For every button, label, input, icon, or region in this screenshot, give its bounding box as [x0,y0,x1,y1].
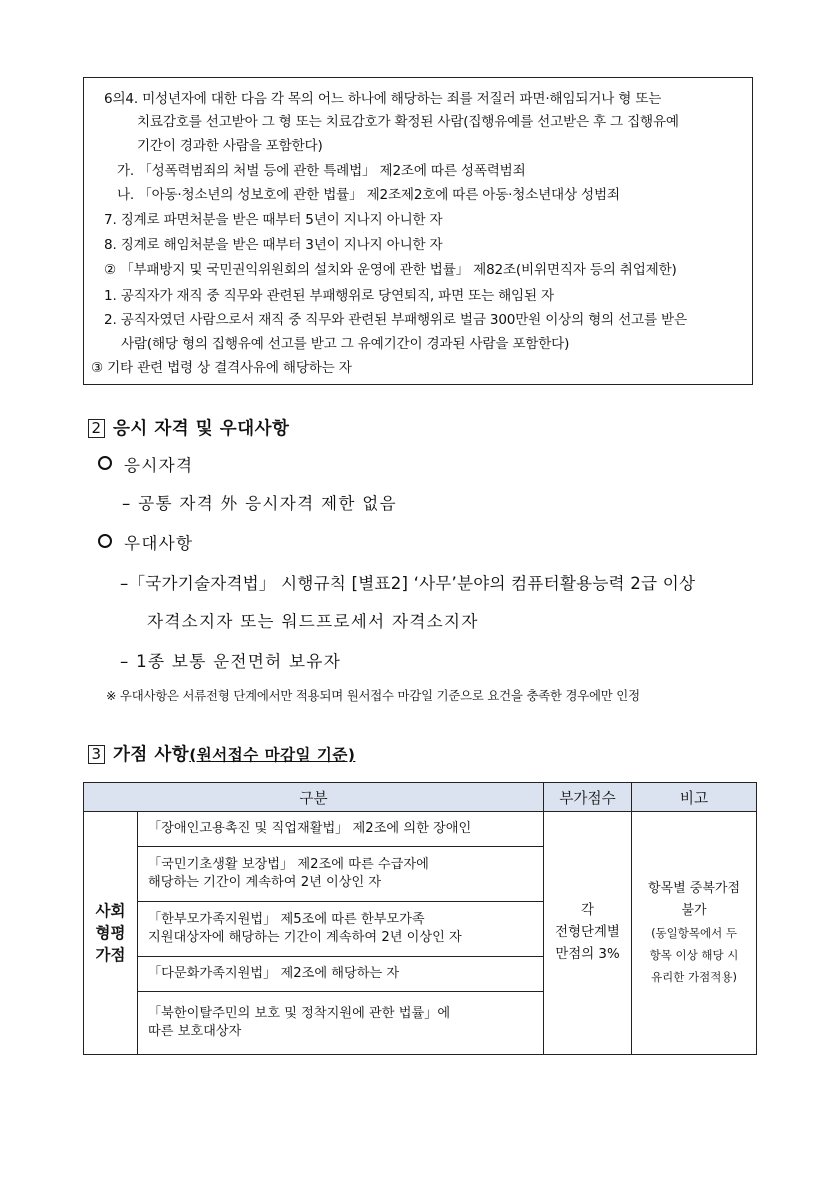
section-3-heading [88,741,355,766]
section-title-sub: (원서접수 마감일 기준) [189,746,356,764]
subheading-preference [98,530,193,554]
circle-bullet-icon [98,534,112,548]
table-cell: 「장애인고용촉진 및 직업재활법」 제2조에 의한 장애인 [138,812,544,847]
bonus-points-table [83,782,757,1055]
subheading-eligibility [98,452,193,476]
remarks-cell [632,812,757,1055]
header-remarks: 비고 [632,783,757,812]
section-title: 가점 사항 [113,745,190,765]
remark-detail: (동일항목에서 두 항목 이상 해당 시 유리한 가점적용) [649,926,739,984]
table-cell: 「북한이탈주민의 보호 및 정착지원에 관한 법률」에 따른 보호대상자 [138,992,544,1055]
remark-main: 항목별 중복가점 불가 [647,881,741,918]
box-line: 치료감호를 선고받아 그 형 또는 치료감호가 확정된 사람(집행유예를 선고받은 후 그 집행유예 [137,114,679,130]
box-line: 2. 공직자였던 사람으로서 재직 중 직무와 관련된 부패행위로 벌금 300만원 이상의 형의 선고를 받은 [104,312,687,328]
box-line: 1. 공직자가 재직 중 직무와 관련된 부패행위로 당연퇴직, 파면 또는 해임된 자 [104,288,554,304]
box-line: 나. 「아동·청소년의 성보호에 관한 법률」 제2조제2호에 따른 아동·청소년대상 성범죄 [117,187,620,203]
table-row [84,812,757,847]
preference-item: – 1종 보통 운전면허 보유자 [120,652,342,671]
box-line: 7. 징계로 파면처분을 받은 때부터 5년이 지나지 아니한 자 [104,212,443,228]
preference-item-continued: 자격소지자 또는 워드프로세서 자격소지자 [147,612,479,631]
preference-note: ※ 우대사항은 서류전형 단계에서만 적용되며 원서접수 마감일 기준으로 요건을 충족한 경우에만 인정 [106,688,640,703]
group-label: 사회 형평 가점 [84,812,138,1055]
box-line: 가. 「성폭력범죄의 처벌 등에 관한 특례법」 제2조에 따른 성폭력범죄 [117,163,526,179]
section-number: 3 [88,745,105,764]
circle-bullet-icon [98,456,112,470]
section-2-heading [88,415,289,440]
box-line: ③ 기타 관련 법령 상 결격사유에 해당하는 자 [91,360,352,376]
subheading-text: 응시자격 [124,456,194,475]
table-cell: 「국민기초생활 보장법」 제2조에 따른 수급자에 해당하는 기간이 계속하여 2년 이상인 자 [138,847,544,902]
box-line: ② 「부패방지 및 국민권익위원회의 설치와 운영에 관한 법률」 제82조(비위면직자 등의 취업제한) [104,262,677,278]
preference-item: –「국가기술자격법」 시행규칙 [별표2] ‘사무’분야의 컴퓨터활용능력 2급 이상 [120,574,696,593]
table-cell: 「한부모가족지원법」 제5조에 따른 한부모가족 지원대상자에 해당하는 기간이 계속하여 2년 이상인 자 [138,902,544,957]
points-cell: 각 전형단계별 만점의 3% [544,812,632,1055]
subheading-text: 우대사항 [124,534,194,553]
header-points: 부가점수 [544,783,632,812]
box-line: 사람(해당 형의 집행유예 선고를 받고 그 유예기간이 경과된 사람을 포함한다) [121,336,570,352]
header-category: 구분 [84,783,544,812]
box-line: 기간이 경과한 사람을 포함한다) [137,138,323,154]
table-cell: 「다문화가족지원법」 제2조에 해당하는 자 [138,957,544,992]
section-title: 응시 자격 및 우대사항 [113,419,290,439]
table-header-row [84,783,757,812]
section-number: 2 [88,419,105,438]
eligibility-item: – 공통 자격 外 응시자격 제한 없음 [122,494,397,513]
box-line: 6의4. 미성년자에 대한 다음 각 목의 어느 하나에 해당하는 죄를 저질러 파면·해임되거나 형 또는 [104,91,662,107]
box-line: 8. 징계로 해임처분을 받은 때부터 3년이 지나지 아니한 자 [104,237,443,253]
